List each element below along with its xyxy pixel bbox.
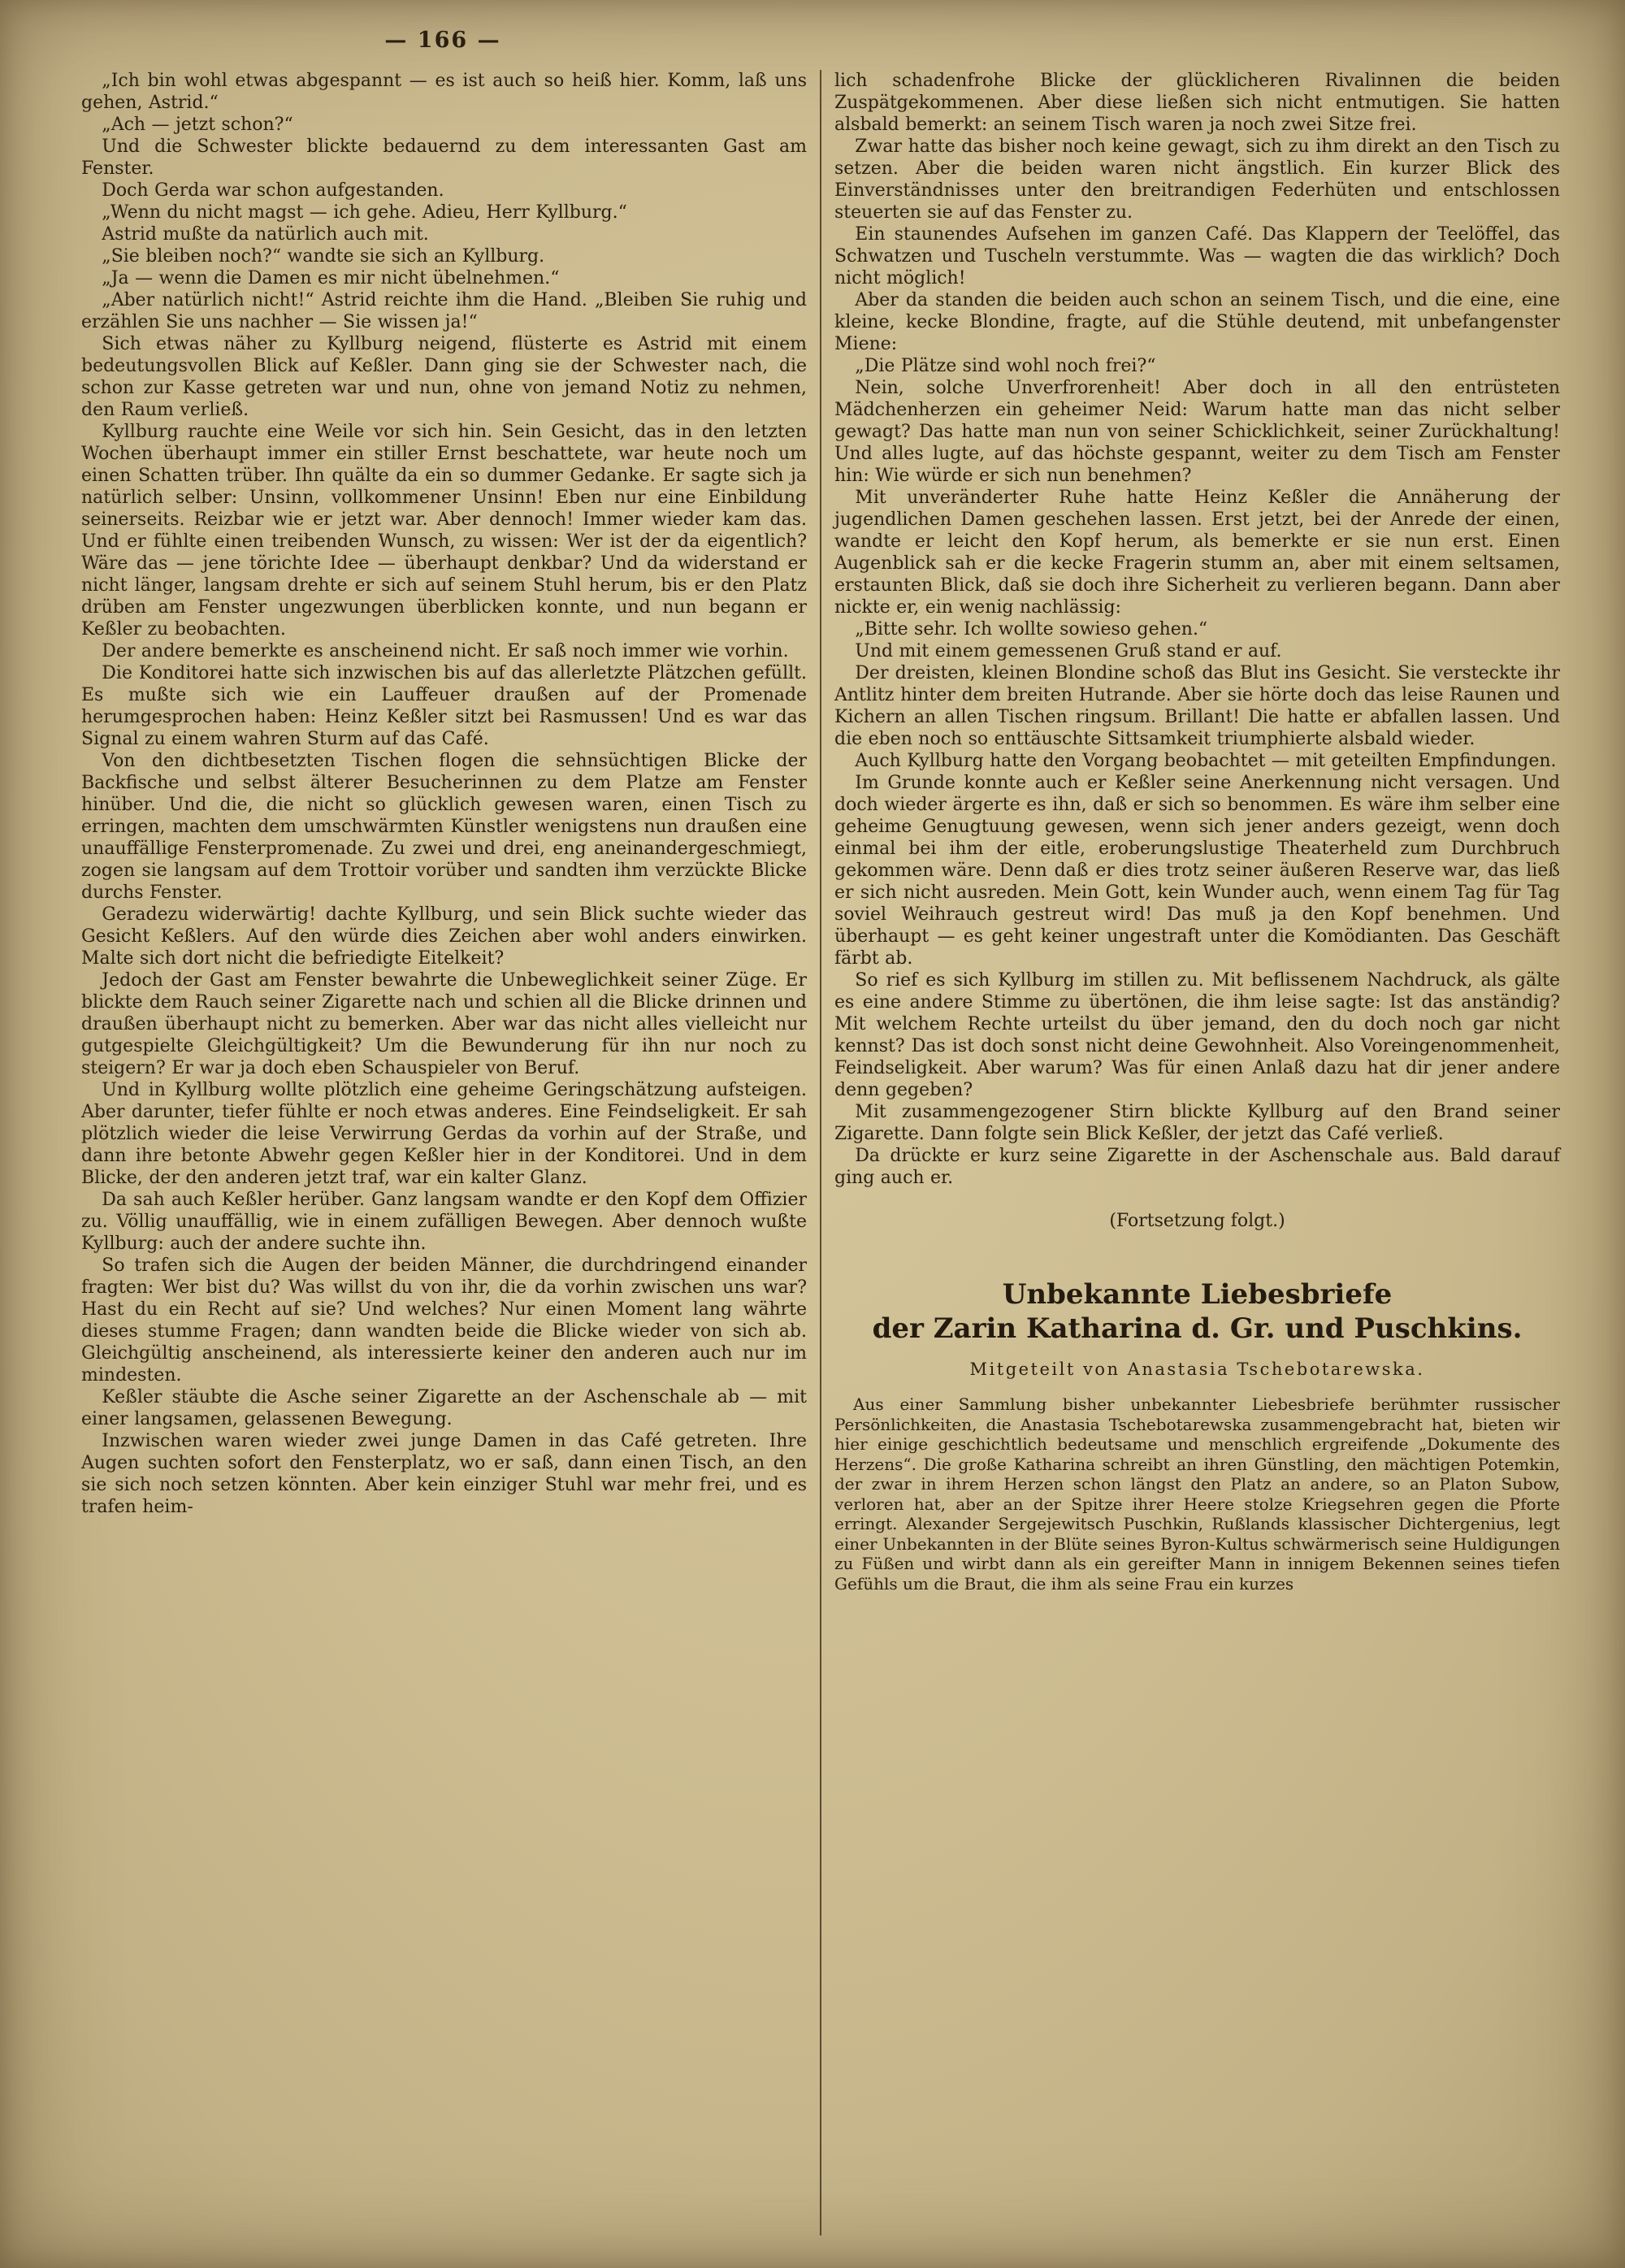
left-column [81, 70, 807, 2235]
article-title-line1: Unbekannte Liebesbriefe [1002, 1278, 1393, 1311]
column-divider-rule [820, 70, 821, 2235]
story-continuation-note: (Fortsetzung folgt.) [1109, 1211, 1285, 1231]
story-paragraph: „Aber natürlich nicht!“ Astrid reichte ihm die Hand. „Bleiben Sie ruhig und erzählen Sie uns nachher — Sie wissen ja!“ [81, 290, 807, 332]
article-byline: Mitgeteilt von Anastasia Tschebotarewska. [969, 1359, 1425, 1379]
story-continuation-text [834, 70, 1560, 1189]
story-paragraph: Astrid mußte da natürlich auch mit. [102, 224, 429, 245]
story-paragraph: Aber da standen die beiden auch schon an seinem Tisch, und die eine, eine kleine, kecke Blondine, fragte, auf die Stühle deutend, mit unbefangenster Miene: [834, 290, 1560, 354]
story-paragraph: Nein, solche Unverfrorenheit! Aber doch in all den entrüsteten Mädchenherzen ein geheimer Neid: Warum hatte man das nicht selber gewagt? Das hatte man nun von seiner Schicklichkeit, seiner Zurückhaltung! Und alles lugte, auf das höchste gespannt, weiter zu dem Tisch am Fenster hin: Wie würde er sich nun benehmen? [834, 378, 1560, 486]
columns-container [81, 70, 1560, 2235]
story-paragraph: So trafen sich die Augen der beiden Männer, die durchdringend einander fragten: Wer bist du? Was willst du von ihr, die da vorhin zwischen uns war? Hast du ein Recht auf sie? Und welches? Nur einen Moment lang währte dieses stumme Fragen; dann wandten beide die Blicke wieder von sich ab. Gleichgültig anscheinend, als interessierte keiner den anderen auch nur im mindesten. [81, 1255, 807, 1386]
article-title-line2: der Zarin Katharina d. Gr. und Puschkins. [872, 1312, 1523, 1345]
story-paragraph: Inzwischen waren wieder zwei junge Damen in das Café getreten. Ihre Augen suchten sofort den Fensterplatz, wo er saß, dann einen Tisch, an den sie sich noch setzen könnten. Aber kein einziger Stuhl war mehr frei, und es trafen heim- [81, 1431, 807, 1517]
story-paragraph: Und in Kyllburg wollte plötzlich eine geheime Geringschätzung aufsteigen. Aber darunter, tiefer fühlte er noch etwas anderes. Eine Feindseligkeit. Er sah plötzlich wieder die leise Verwirrung Gerdas da vorhin auf der Straße, und dann ihre betonte Abwehr gegen Keßler hier in der Konditorei. Und in dem Blicke, der den anderen jetzt traf, war ein kalter Glanz. [81, 1080, 807, 1188]
story-paragraph: Von den dichtbesetzten Tischen flogen die sehnsüchtigen Blicke der Backfische und selbst älterer Besucherinnen zu dem Platze am Fenster hinüber. Und die, die nicht so glücklich gewesen waren, einen Tisch zu erringen, machten dem umschwärmten Künstler wenigstens nun draußen eine unauffällige Fensterpromenade. Zu zwei und drei, eng aneinandergeschmiegt, zogen sie langsam auf dem Trottoir vorüber und sandten ihm verzückte Blicke durchs Fenster. [81, 751, 807, 903]
story-paragraph: „Ich bin wohl etwas abgespannt — es ist auch so heiß hier. Komm, laß uns gehen, Astrid.“ [81, 71, 807, 113]
story-paragraph: „Wenn du nicht magst — ich gehe. Adieu, Herr Kyllburg.“ [102, 202, 627, 223]
second-article [834, 1277, 1560, 1594]
story-paragraph: Jedoch der Gast am Fenster bewahrte die Unbeweglichkeit seiner Züge. Er blickte dem Rauch seiner Zigarette nach und schien all die Blicke drinnen und draußen überhaupt nicht zu bemerken. Aber war das nicht alles vielleicht nur gutgespielte Gleichgültigkeit? Um die Bewunderung für ihn nur noch zu steigern? Er war ja doch eben Schauspieler von Beruf. [81, 970, 807, 1078]
story-paragraph: „Bitte sehr. Ich wollte sowieso gehen.“ [855, 619, 1208, 640]
story-paragraph: „Die Plätze sind wohl noch frei?“ [855, 356, 1156, 376]
story-paragraph: „Sie bleiben noch?“ wandte sie sich an Kyllburg. [102, 246, 545, 267]
story-paragraph: Die Konditorei hatte sich inzwischen bis auf das allerletzte Plätzchen gefüllt. Es mußte sich wie ein Lauffeuer draußen auf der Promenade herumgesprochen haben: Heinz Keßler sitzt bei Rasmussen! Und es war das Signal zu einem wahren Sturm auf das Café. [81, 663, 807, 749]
story-paragraph: Im Grunde konnte auch er Keßler seine Anerkennung nicht versagen. Und doch wieder ärgerte es ihn, daß er sich so benommen. Es wäre ihm selber eine geheime Genugtuung gewesen, wenn sich jener anders gezeigt, wenn doch einmal bei ihm der eitle, eroberungslustige Theaterheld zum Durchbruch gekommen wäre. Denn daß er dies trotz seiner äußeren Reserve war, das ließ er sich nicht ausreden. Mein Gott, kein Wunder auch, wenn einem Tag für Tag soviel Weihrauch gestreut wird! Das muß ja den Kopf benehmen. Und überhaupt — es geht keiner ungestraft unter die Komödianten. Das Geschäft färbt ab. [834, 773, 1560, 969]
story-paragraph: So rief es sich Kyllburg im stillen zu. Mit beflissenem Nachdruck, als gälte es eine andere Stimme zu übertönen, die ihm leise sagte: Ist das anständig? Mit welchem Rechte urteilst du über jemand, den du doch noch gar nicht kennst? Das ist doch sonst nicht deine Gewohnheit. Also Voreingenommenheit, Feindseligkeit. Aber warum? Was für einen Anlaß dazu hat dir jener andere denn gegeben? [834, 970, 1560, 1100]
story-paragraph: Und die Schwester blickte bedauernd zu dem interessanten Gast am Fenster. [81, 137, 807, 179]
story-paragraph: Der dreisten, kleinen Blondine schoß das Blut ins Gesicht. Sie versteckte ihr Antlitz hinter dem breiten Hutrande. Aber sie hörte doch das leise Raunen und Kichern an allen Tischen ringsum. Brillant! Die hatte er abfallen lassen. Und die eben noch so enttäuschte Sittsamkeit triumphierte alsbald wieder. [834, 663, 1560, 749]
story-paragraph: Der andere bemerkte es anscheinend nicht. Er saß noch immer wie vorhin. [102, 641, 789, 661]
story-paragraph: Mit unveränderter Ruhe hatte Heinz Keßler die Annäherung der jugendlichen Damen geschehen lassen. Erst jetzt, bei der Anrede der einen, wandte er leicht den Kopf herum, als bemerkte er sie nun erst. Einen Augenblick sah er die kecke Fragerin stumm an, aber mit einem seltsamen, erstaunten Blick, daß sie doch ihre Sicherheit zu verlieren begann. Dann aber nickte er, ein wenig nachlässig: [834, 488, 1560, 618]
article-intro-paragraph: Aus einer Sammlung bisher unbekannter Liebesbriefe berühmter russischer Persönlichkeiten, die Anastasia Tschebotarewska zusammengebracht hat, bieten wir hier einige geschichtlich bedeutsame und menschlich ergreifende „Dokumente des Herzens“. Die große Katharina schreibt an ihren Günstling, den mächtigen Potemkin, der zwar in ihrem Herzen schon längst den Platz an andere, so an Platon Subow, verloren hat, aber an der Spitze ihrer Heere stolze Kriegsehren gegen die Pforte erringt. Alexander Sergejewitsch Puschkin, Rußlands klassischer Dichtergenius, legt einer Unbekannten in der Blüte seines Byron-Kultus schwärmerisch seine Huldigungen zu Füßen und wirbt dann als ein gereifter Mann in innigem Bekennen seines tiefen Gefühls um die Braut, die ihm als seine Frau ein kurzes [834, 1394, 1560, 1594]
story-paragraph: Kyllburg rauchte eine Weile vor sich hin. Sein Gesicht, das in den letzten Wochen überhaupt immer ein stiller Ernst beschattete, war heute noch um einen Schatten trüber. Ihn quälte da ein so dummer Gedanke. Er sagte sich ja natürlich selber: Unsinn, vollkommener Unsinn! Eben nur eine Einbildung seinerseits. Reizbar wie er jetzt war. Aber dennoch! Immer wieder kam das. Und er fühlte einen treibenden Wunsch, zu wissen: Wer ist der da eigentlich? Wäre das — jene törichte Idee — überhaupt denkbar? Und da widerstand er nicht länger, langsam drehte er sich auf seinem Stuhl herum, bis er den Platz drüben am Fenster ungezwungen überblicken konnte, und nun begann er Keßler zu beobachten. [81, 422, 807, 640]
story-paragraph: Keßler stäubte die Asche seiner Zigarette an der Aschenschale ab — mit einer langsamen, gelassenen Bewegung. [81, 1387, 807, 1429]
story-paragraph: Ein staunendes Aufsehen im ganzen Café. Das Klappern der Teelöffel, das Schwatzen und Tuscheln verstummte. Was — wagten die das wirklich? Doch nicht möglich! [834, 224, 1560, 288]
story-paragraph: Auch Kyllburg hatte den Vorgang beobachtet — mit geteilten Empfindungen. [855, 751, 1557, 771]
story-paragraph: Doch Gerda war schon aufgestanden. [102, 180, 444, 201]
story-paragraph: Sich etwas näher zu Kyllburg neigend, flüsterte es Astrid mit einem bedeutungsvollen Blick auf Keßler. Dann ging sie der Schwester nach, die schon zur Kasse getreten war und nun, ohne von jemand Notiz zu nehmen, den Raum verließ. [81, 334, 807, 420]
page-number: — 166 — [384, 28, 501, 53]
story-paragraph: Da drückte er kurz seine Zigarette in der Aschenschale aus. Bald darauf ging auch er. [834, 1146, 1560, 1188]
story-paragraph: Geradezu widerwärtig! dachte Kyllburg, und sein Blick suchte wieder das Gesicht Keßlers. Auf den würde dies Zeichen aber wohl anders einwirken. Malte sich dort nicht die befriedigte Eitelkeit? [81, 904, 807, 969]
story-paragraph: Und mit einem gemessenen Gruß stand er auf. [855, 641, 1282, 661]
story-paragraph: Da sah auch Keßler herüber. Ganz langsam wandte er den Kopf dem Offizier zu. Völlig unauffällig, wie in einem zufälligen Bewegen. Aber dennoch wußte Kyllburg: auch der andere suchte ihn. [81, 1190, 807, 1254]
story-paragraph: Mit zusammengezogener Stirn blickte Kyllburg auf den Brand seiner Zigarette. Dann folgte sein Blick Keßler, der jetzt das Café verließ. [834, 1102, 1560, 1144]
story-paragraph: „Ach — jetzt schon?“ [102, 115, 293, 135]
right-column [834, 70, 1560, 2235]
story-paragraph: „Ja — wenn die Damen es mir nicht übelnehmen.“ [102, 268, 560, 288]
story-paragraph: Zwar hatte das bisher noch keine gewagt, sich zu ihm direkt an den Tisch zu setzen. Aber die beiden waren nicht ängstlich. Ein kurzer Blick des Einverständnisses unter den breitrandigen Federhüten und entschlossen steuerten sie auf das Fenster zu. [834, 137, 1560, 223]
story-paragraph: lich schadenfrohe Blicke der glücklicheren Rivalinnen die beiden Zuspätgekommenen. Aber diese ließen sich nicht entmutigen. Sie hatten alsbald bemerkt: an seinem Tisch waren ja noch zwei Sitze frei. [834, 71, 1560, 135]
